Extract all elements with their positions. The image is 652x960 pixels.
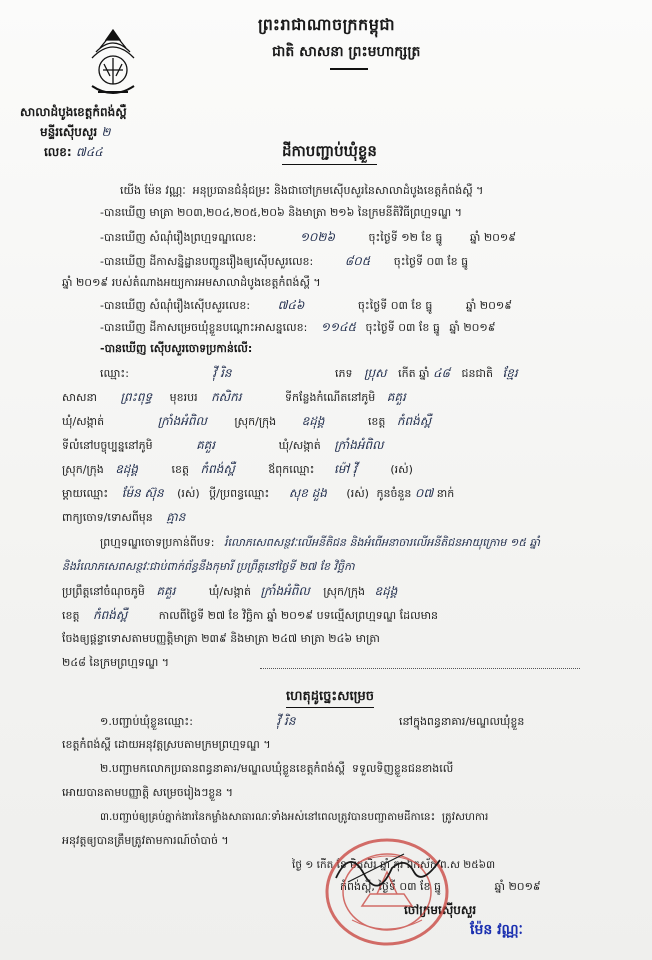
religion-label: សាសនា [62,391,97,404]
person-row-5 [62,462,413,477]
birthplace-label: ទីកន្លែងកំណើតនៅភូមិ [285,391,376,404]
decision-item-1 [100,714,524,729]
accused-name: វ៉ី រិន [212,366,232,380]
crime-commune: ក្រាំងអំពិល [260,584,310,598]
decision-title: ហេតុដូច្នេះសម្រេច [286,688,374,708]
current-commune-label: ឃុំ/សង្កាត់ [278,439,321,452]
office-number: ២ [101,125,111,139]
case-date: ចុះថ្ងៃទី ១២ ខែ ធ្នូ [368,231,443,244]
reference-line [44,144,103,162]
reference-label: លេខ: [44,145,72,159]
intro-line-3 [100,254,468,269]
spouse-name: សុខ ដួង [288,486,327,500]
prosecutor-ref-number: ៨០៥ [344,254,371,268]
decision-item-1-label: ១.បញ្ជាប់ឃុំខ្លួនឈ្មោះ: [100,715,193,728]
commune-label: ឃុំ/សង្កាត់ [62,415,105,428]
case-number: ១០២៦ [299,230,335,244]
intro-line-5-label: -បានឃើញ ដីកាសម្រេចឃុំខ្លួនបណ្តោះអាសន្នលេខ: [100,321,308,334]
name-label: ឈ្មោះ: [100,367,129,380]
district-label: ស្រុក/ក្រុង [234,415,277,428]
lunar-date: ថ្ងៃ ១ កើត ខែ មិគសិរ ឆ្នាំ កុរ ឯកស័ក ព.ស ២៥៦៣ [292,859,496,871]
current-district: ឧដុង្គ [115,462,139,476]
charge-row-5: ចែងឲ្យផ្តន្ទាទោសតាមបញ្ញត្តិមាត្រា ២៣៩ និងមាត្រា ២៤៧ មាត្រា ២៤៦ មាត្រា [62,632,380,645]
father-label: ឪពុកឈ្មោះ [268,463,315,476]
detention-order-year: ឆ្នាំ ២០១៩ [449,321,496,334]
charge-row-3 [62,584,397,599]
signature-icon [330,838,450,898]
current-province-label: ខេត្ត [171,463,190,476]
accused-nationality: ខ្មែរ [502,366,518,380]
crime-district: ឧដុង្គ [374,584,398,598]
office-name: មន្ទីរស៊ើបសួរ [40,125,98,139]
intro-line-5 [100,320,496,335]
signer-name: ម៉ែន វណ្ណៈ [470,922,523,938]
charge-row-1 [100,536,540,550]
person-row-4 [62,438,384,453]
charge-row-6: ២៤៨ នៃក្រមព្រហ្មទណ្ឌ ។ [62,656,170,669]
charge-text-1: រំលោភសេពសន្ថវៈលើអនីតិជន និងអំពើអនាចារលើអនីតិជនអាយុក្រោម ១៥ ឆ្នាំ [223,536,540,549]
crime-province-label: ខេត្ត [62,609,80,622]
charge-row-4 [62,608,438,623]
national-motto: ជាតិ សាសនា ព្រះមហាក្សត្រ [272,44,421,60]
charge-text-2: និងរំលោភសេពសន្ថវៈជាប់ពាក់ព័ន្ធនឹងកុមារី ប្រព្រឹត្តនៅថ្ងៃទី ២៧ ខែ វិច្ឆិកា [62,560,355,573]
crime-location-label: ប្រព្រឹត្តនៅចំណុចភូមិ [62,585,145,598]
mother-status: (រស់) [177,487,200,500]
spouse-label: ប្តី/ប្រពន្ធឈ្មោះ [209,487,270,500]
crime-commune-label: ឃុំ/សង្កាត់ [208,585,251,598]
prosecutor-ref-date: ចុះថ្ងៃទី ០៣ ខែ ធ្នូ [393,255,469,268]
children-label: កូនចំនួន [376,487,412,500]
investigation-date: ចុះថ្ងៃទី ០៣ ខែ ធ្នូ [357,299,433,312]
age-label: កើត ឆ្នាំ [398,367,430,380]
decision-item-2-cont: អោយបានតាមបញ្ញាត្តិ សម្រេចរៀងៗខ្លួន ។ [62,786,233,799]
record-label: ពាក្យចោទ/ទោសពីមុន [62,511,153,524]
decision-item-3: ៣.បញ្ជាប់ឲ្យគ្រប់ភ្នាក់ងារនៃកម្លាំងសាធារណៈទាំងអស់នៅពេលត្រូវបានបញ្ជាតាមដីកានេះ ​ ត្រូវសហការ [100,811,489,823]
court-name: សាលាដំបូងខេត្តកំពង់ស្ពឺ [20,105,127,119]
children-count: ០៧ [414,486,434,500]
crime-district-label: ស្រុក/ក្រុង [323,585,365,598]
current-province: កំពង់ស្ពឺ [200,462,235,476]
office-line [40,124,110,142]
detained-person-name: វ៉ី រិន [276,714,296,728]
mother-name: ម៉ែន ស៊ុន [121,486,164,500]
accused-religion: ព្រះពុទ្ធ [120,390,153,404]
accused-sex: ប្រុស [363,366,387,380]
detention-order-date: ចុះថ្ងៃទី ០៣ ខែ ធ្នូ [365,321,440,334]
person-row-1 [100,366,518,381]
charge-fill-dots [260,668,580,669]
crime-village: គគួរ [156,584,176,598]
place-date-a: កំពង់ស្ពឺ, ថ្ងៃទី ០៣ ខែ ធ្នូ [340,880,442,893]
investigation-year: ឆ្នាំ ២០១៩ [465,299,513,312]
detention-order-number: ១១៤៥ [320,320,356,334]
spouse-status: (រស់) [346,487,369,500]
mother-label: ម្តាយឈ្មោះ [62,487,109,500]
investigation-number: ៧៤៦ [277,298,305,312]
intro-line-2 [100,230,516,245]
current-district-label: ស្រុក/ក្រុង [62,463,104,476]
court-emblem-icon [78,26,148,106]
birth-village: គគួរ [386,390,406,404]
province-label: ខេត្ត [367,415,386,428]
person-row-2 [62,390,406,405]
current-address-label: ទីលំនៅបច្ចុប្បន្ននៅភូមិ [62,439,153,452]
intro-line-4-label: -បានឃើញ សំណុំរឿងស៊ើបសួរលេខ: [100,299,251,312]
header-ornament [330,68,368,70]
place-date-b: ឆ្នាំ ២០១៩ [494,880,541,893]
reference-number: ៧៤៤ [75,145,103,159]
signer-role: ចៅក្រមស៊ើបសួរ [404,903,477,917]
criminal-record: គ្មាន [166,510,186,524]
intro-line-3-label: -បានឃើញ ដីកាសន្និដ្ឋានបញ្ជូនរឿងឲ្យស៊ើបសួរលេខ: [100,255,314,268]
intro-line-0: យើង ម៉ែន វណ្ណៈ ​ អនុប្រធានជំនុំជម្រះ និងជាចៅក្រមស៊ើបសួរនៃសាលាដំបូងខេត្តកំពង់ស្ពឺ ។ [120,184,484,197]
intro-line-2-label: -បានឃើញ សំណុំរឿងព្រហ្មទណ្ឌលេខ: [100,231,257,244]
birth-district: ឧដុង្គ [301,414,325,428]
document-title: ដីកាបញ្ជាប់ឃុំខ្លួន [282,142,377,165]
father-status: (រស់) [390,463,413,476]
person-row-3 [62,414,431,429]
birth-commune: ក្រាំងអំពិល [157,414,207,428]
birth-province: កំពង់ស្ពឺ [396,414,432,428]
decision-item-3-cont: អនុវត្តឲ្យបានត្រឹមត្រូវតាមការណ៍ចាំបាច់ ។ [62,834,229,847]
accused-job: កសិករ [211,390,242,404]
charge-label: ព្រហ្មទណ្ឌចោទប្រកាន់ពីបទ: [100,536,215,549]
decision-item-2: ២.បញ្ជាមកលោកប្រធានពន្ធនាគារ/មណ្ឌលឃុំខ្លួនខេត្តកំពង់ស្ពឺ ​ ទទួលទិញខ្លួនជនខាងលើ [100,762,454,775]
intro-line-6: -បានឃើញ ស៊ើបសួរចោទប្រកាន់លើ: [100,342,253,355]
crime-period: កាលពីថ្ងៃទី ២៧ ខែ វិច្ឆិកា ឆ្នាំ ២០១៩ បទល្មើសព្រហ្មទណ្ឌ ដែលមាន [158,609,439,622]
intro-line-1: -បានឃើញ មាត្រា ២០៣,២០៤,២០៥,២០៦ និងមាត្រា ២១៦ នៃក្រមនីតិវិធីព្រហ្មទណ្ឌ ។ [100,206,462,219]
job-label: មុខរបរ [169,391,198,404]
accused-age: ៤៨ [433,366,451,380]
intro-line-3-cont: ឆ្នាំ ២០១៩ របស់តំណាងអយ្យការអមសាលាដំបូងខេត្តកំពង់ស្ពឺ ។ [62,276,321,289]
current-commune: ក្រាំងអំពិល [334,438,384,452]
decision-item-1-place: នៅក្នុងពន្ធនាគារ/មណ្ឌលឃុំខ្លួន [399,715,525,728]
intro-line-4 [100,298,512,313]
person-row-7 [62,510,185,525]
children-unit: នាក់ [436,487,455,500]
father-name: ម៉ៅ វ៉ី [334,462,357,476]
decision-item-1-cont: ខេត្តកំពង់ស្ពឺ ដោយអនុវត្តស្របតាមក្រមព្រហ្មទណ្ឌ ។ [62,738,271,751]
person-row-6 [62,486,454,501]
case-year: ឆ្នាំ ២០១៩ [469,231,517,244]
current-village: គគួរ [196,438,216,452]
kingdom-title: ព្រះរាជាណាចក្រកម្ពុជា [258,15,396,34]
nationality-label: ជនជាតិ [461,367,493,380]
sex-label: ភេទ [335,367,353,380]
crime-province: កំពង់ស្ពឺ [92,608,128,622]
